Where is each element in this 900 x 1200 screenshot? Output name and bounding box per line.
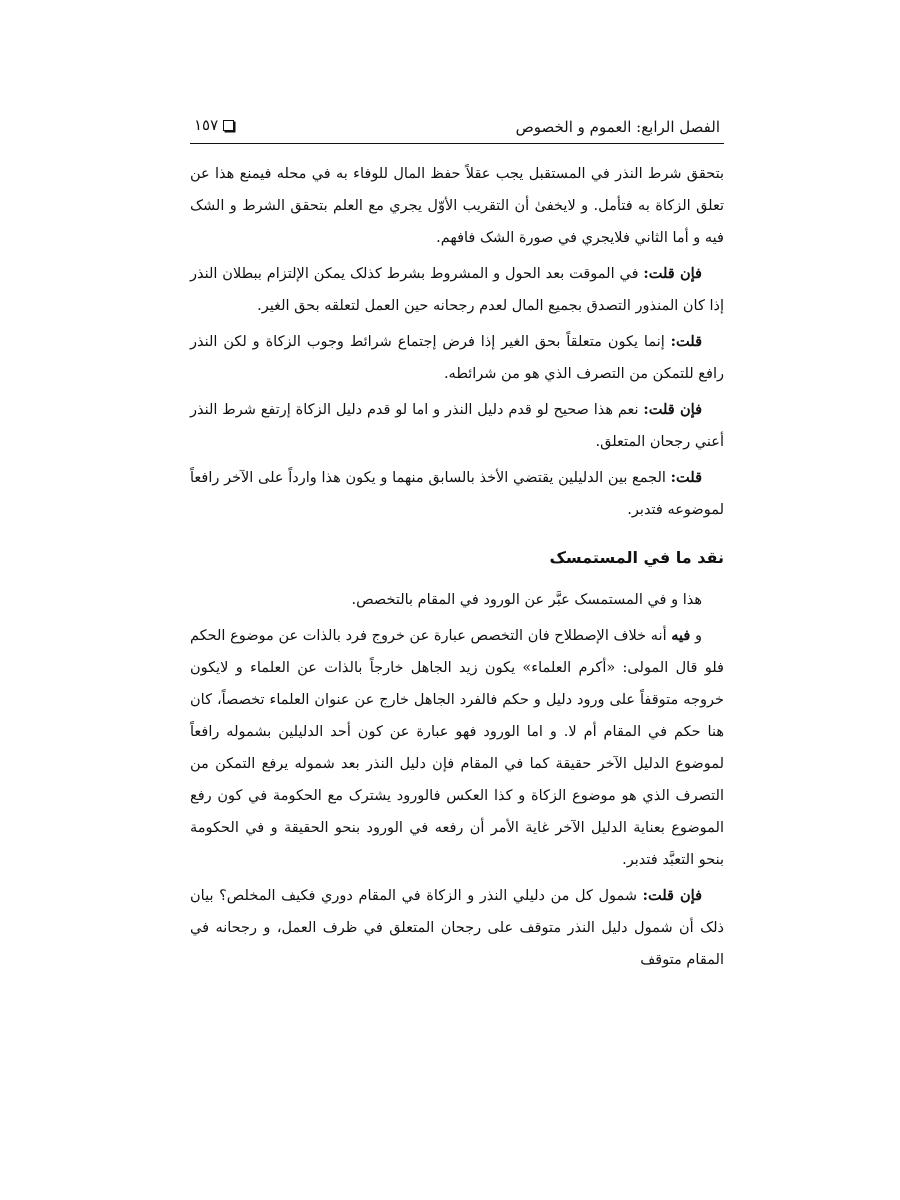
- header-divider: [190, 143, 724, 144]
- paragraph: [190, 462, 724, 526]
- paragraph: [190, 620, 724, 876]
- paragraph: هذا و في المستمسک عبَّر عن الورود في المقام بالتخصص.: [351, 592, 702, 608]
- paragraph: [190, 394, 724, 458]
- square-box-icon: [223, 120, 234, 131]
- page-number-group: [194, 116, 234, 134]
- paragraph: [190, 880, 724, 976]
- chapter-title: الفصل الرابع: العموم و الخصوص: [515, 118, 720, 136]
- paragraph-label: فيه: [671, 627, 691, 644]
- paragraph-text: الجمع بين الدليلين يقتضي الأخذ بالسابق منهما و يكون هذا وارداً على الآخر رافعاً لموضوعه فتدبر.: [190, 470, 724, 518]
- paragraph: [190, 258, 724, 322]
- page-number: ١٥٧: [194, 116, 219, 134]
- paragraph-prefix: و: [690, 628, 702, 644]
- section-heading: نقد ما في المستمسک: [549, 548, 724, 567]
- paragraph-text: إنما يكون متعلقاً بحق الغير إذا فرض إجتماع شرائط وجوب الزكاة و لكن النذر رافع للتمكن من التصرف الذي هو من شرائطه.: [190, 334, 724, 382]
- paragraph: بتحقق شرط النذر في المستقبل يجب عقلاً حفظ المال للوفاء به في محله فيمنع هذا عن تعلق الزكاة به فتأمل. و لايخفىٰ أن التقريب الأوّل يجري مع العلم بتحقق الشرط و الشک فيه و أما الثاني فلايجري في صورة الشک فافهم.: [190, 166, 724, 246]
- paragraph-text: أنه خلاف الإصطلاح فان التخصص عبارة عن خروج فرد بالذات عن موضوع الحكم فلو قال المولى: «أكرم العلماء» يكون زيد الجاهل خارجاً بالذات عن العلماء و لايكون خروجه متوقفاً على ورود دليل و حكم فالفرد الجاهل خارج عن عنوان العلماء تخصصاً، كان هنا حكم في المقام أم لا. و اما الورود فهو عبارة عن كون أحد الدليلين بشموله رافعاً لموضوع الدليل الآخر حقيقة كما في المقام فإن دليل النذر بعد شموله يرفع التمكن من التصرف الذي هو موضوع الزكاة و كذا العكس فالورود يشترک مع الحكومة في كون رفع الموضوع بعناية الدليل الآخر غاية الأمر أن رفعه في الورود بنحو الحقيقة و في الحكومة بنحو التعبَّد فتدبر.: [190, 628, 724, 868]
- paragraph-label: فإن قلت:: [643, 401, 702, 418]
- paragraph-text: شمول كل من دليلي النذر و الزكاة في المقام دوري فكيف المخلص؟ بيان ذلک أن شمول دليل النذر متوقف على رجحان المتعلق في ظرف العمل، و رجحانه في المقام متوقف: [190, 888, 724, 968]
- paragraph-text: في الموقت بعد الحول و المشروط بشرط كذلک يمكن الإلتزام ببطلان النذر إذا كان المنذور التصدق بجميع المال لعدم رجحانه حين العمل لتعلقه بحق الغير.: [190, 266, 724, 314]
- paragraph-label: قلت:: [670, 469, 702, 486]
- paragraph-label: قلت:: [670, 333, 702, 350]
- page-header: [190, 112, 724, 142]
- section-body: [190, 584, 724, 976]
- paragraph-label: فإن قلت:: [643, 265, 702, 282]
- paragraph-text: نعم هذا صحيح لو قدم دليل النذر و اما لو قدم دليل الزكاة إرتفع شرط النذر أعني رجحان المتعلق.: [190, 402, 724, 450]
- paragraph: [190, 326, 724, 390]
- page-body: [190, 158, 724, 526]
- paragraph-label: فإن قلت:: [642, 887, 702, 904]
